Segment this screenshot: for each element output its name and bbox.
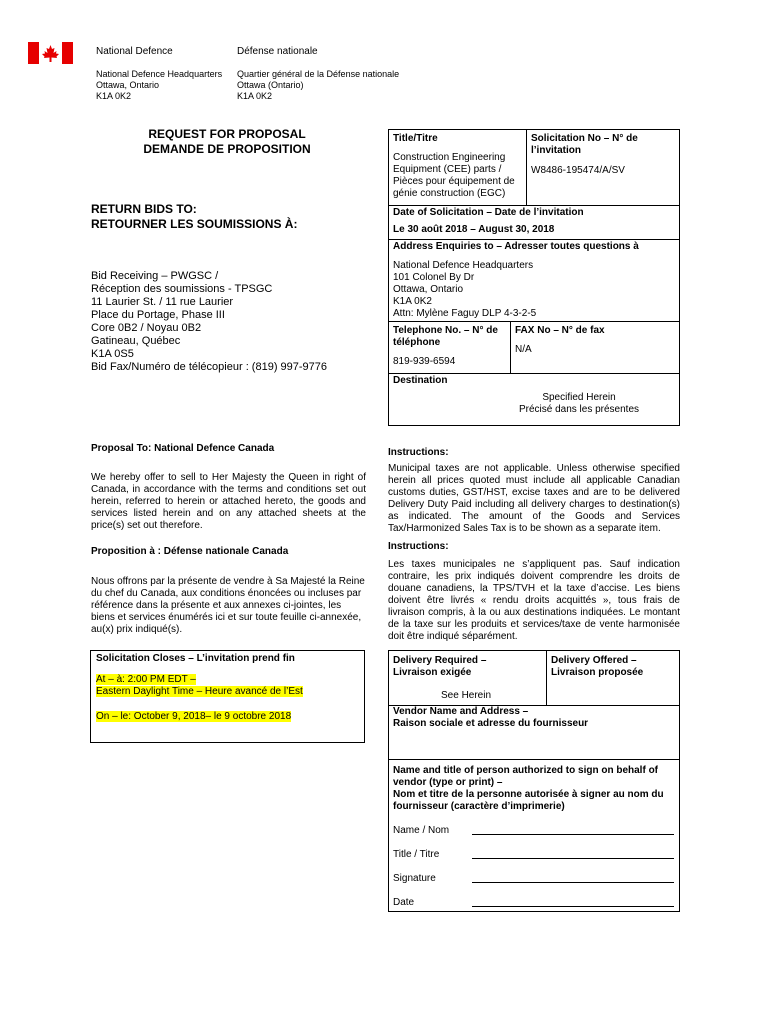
solicitation-number: W8486-195474/A/SV bbox=[531, 165, 625, 176]
title-label: Title/Titre bbox=[393, 133, 438, 144]
destination-label: Destination bbox=[393, 375, 448, 386]
offer-text-fr: Nous offrons par la présente de vendre à Sa Majesté la Reine du chef du Canada, aux conditions énoncées ou incluses par référence dans la présente et aux annexes ci-jointes, les biens et services énumérés ici et sur toute feuille ci-annexée, au(x) prix indiqué(s). bbox=[91, 576, 365, 635]
instructions-fr: Les taxes municipales ne s’appliquent pas. Sauf indication contraire, les prix indiqués doivent comprendre les droits de douane canadiens, la TPS/TVH et la taxe d’accise. Les biens doivent être livrés « rendu droits acquittés », tous frais de livraison compris, à la ou aux destinations indiquées. Le montant de la taxe sur les produits et services/taxe de vente harmonisée doit être indiqué séparément. bbox=[388, 559, 680, 642]
offer-text-en: We hereby offer to sell to Her Majesty the Queen in right of Canada, in accordance with the terms and conditions set out herein, referred to herein or attached hereto, the goods and services listed herein and on any attached sheets at the price(s) set out therefore. bbox=[91, 472, 366, 531]
title-field-label: Title / Titre bbox=[393, 849, 440, 860]
closes-label: Solicitation Closes – L’invitation prend fin bbox=[96, 653, 295, 664]
vendor-box bbox=[388, 650, 680, 912]
return-bids-title: RETURN BIDS TO: RETOURNER LES SOUMISSIONS À: bbox=[91, 202, 298, 231]
closes-date: On – le: October 9, 2018– le 9 octobre 2018 bbox=[96, 711, 292, 722]
fax-value: N/A bbox=[515, 344, 532, 355]
delivery-required-value: See Herein bbox=[441, 690, 492, 701]
address-en: National Defence Headquarters Ottawa, Ontario K1A 0K2 bbox=[96, 69, 223, 101]
date-value: Le 30 août 2018 – August 30, 2018 bbox=[393, 224, 555, 235]
delivery-offered-label: Delivery Offered – Livraison proposée bbox=[551, 655, 644, 678]
delivery-required-label: Delivery Required – Livraison exigée bbox=[393, 655, 487, 678]
proposition-a: Proposition à : Défense nationale Canada bbox=[91, 546, 289, 557]
telephone-value: 819-939-6594 bbox=[393, 356, 456, 367]
canada-flag-icon bbox=[28, 42, 73, 64]
date-field[interactable] bbox=[472, 906, 674, 907]
enquiries-address: National Defence Headquarters 101 Colonel By Dr Ottawa, Ontario K1A 0K2 Attn: Mylène Faguy DLP 4-3-2-5 bbox=[393, 260, 537, 319]
signature-field[interactable] bbox=[472, 882, 674, 883]
date-field-label: Date bbox=[393, 897, 415, 908]
vendor-label: Vendor Name and Address – Raison sociale et adresse du fournisseur bbox=[393, 706, 589, 729]
solicitation-info-box bbox=[388, 129, 680, 426]
solicitation-closes-box bbox=[90, 650, 365, 743]
fax-label: FAX No – N° de fax bbox=[515, 325, 605, 336]
address-fr: Quartier général de la Défense nationale Ottawa (Ontario) K1A 0K2 bbox=[237, 69, 400, 101]
org-name-en: National Defence bbox=[96, 46, 173, 57]
name-field-label: Name / Nom bbox=[393, 825, 450, 836]
closes-time: At – à: 2:00 PM EDT – Eastern Daylight Time – Heure avancé de l’Est bbox=[96, 674, 303, 697]
bid-receiving-address: Bid Receiving – PWGSC / Réception des soumissions - TPSGC 11 Laurier St. / 11 rue Laurier Place du Portage, Phase III Core 0B2 / Noyau 0B2 Gatineau, Québec K1A 0S5 Bid Fax/Numéro de télécopieur : (819) 997-9776 bbox=[91, 270, 328, 373]
title-field[interactable] bbox=[472, 858, 674, 859]
instructions-label-en: Instructions: bbox=[388, 447, 449, 458]
signer-label: Name and title of person authorized to sign on behalf of vendor (type or print) – Nom et titre de la personne autorisée à signer au nom du fournisseur (caractère d’imprimerie) bbox=[393, 765, 664, 812]
name-field[interactable] bbox=[472, 834, 674, 835]
rfp-title: REQUEST FOR PROPOSAL DEMANDE DE PROPOSITION bbox=[143, 127, 311, 156]
destination-value: Specified Herein Précisé dans les présentes bbox=[518, 392, 640, 415]
instructions-en: Municipal taxes are not applicable. Unless otherwise specified herein all prices quoted must include all applicable Canadian customs duties, GST/HST, excise taxes and are to be delivered Delivery Duty Paid including all delivery charges to destination(s) as indicated. The amount of the Goods and Services Tax/Harmonized Sales Tax is to be shown as a separate item. bbox=[388, 463, 680, 534]
proposal-to: Proposal To: National Defence Canada bbox=[91, 443, 275, 454]
solicitation-label: Solicitation No – N° de l’invitation bbox=[531, 133, 638, 156]
org-name-fr: Défense nationale bbox=[237, 46, 318, 57]
enquiries-label: Address Enquiries to – Adresser toutes questions à bbox=[393, 241, 639, 252]
signature-field-label: Signature bbox=[393, 873, 436, 884]
telephone-label: Telephone No. – N° de téléphone bbox=[393, 325, 498, 348]
title-value: Construction Engineering Equipment (CEE) parts / Pièces pour équipement de génie construction (EGC) bbox=[393, 152, 515, 199]
instructions-label-fr: Instructions: bbox=[388, 541, 449, 552]
date-label: Date of Solicitation – Date de l’invitation bbox=[393, 207, 584, 218]
